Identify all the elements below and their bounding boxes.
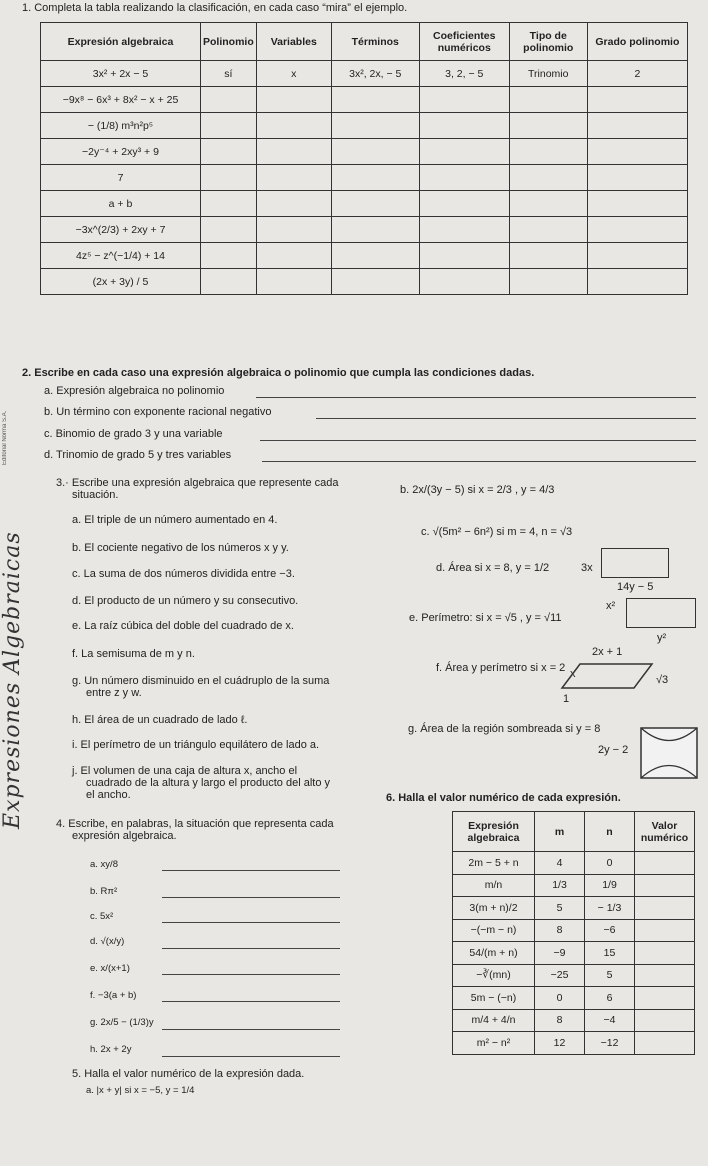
q3-item-j2: cuadrado de la altura y largo el producto del alto y <box>86 777 330 789</box>
value-cell: 3(m + n)/2 <box>453 897 535 920</box>
value-cell: 1/3 <box>535 874 585 897</box>
q3-item-i: i. El perímetro de un triángulo equilátero de lado a. <box>72 739 320 751</box>
table-row <box>453 1009 695 1032</box>
answer-cell[interactable] <box>331 243 419 269</box>
answer-cell[interactable]: 3x², 2x, − 5 <box>331 61 419 87</box>
answer-line[interactable] <box>262 461 696 462</box>
q2-item-a: a. Expresión algebraica no polinomio <box>44 385 225 397</box>
col-header: Expresión algebraica <box>41 23 201 61</box>
answer-line[interactable] <box>162 897 340 898</box>
q3-item-d: d. El producto de un número y su consecutivo. <box>72 595 299 607</box>
expression-cell: − (1/8) m³n²p⁵ <box>41 113 201 139</box>
value-cell: 5 <box>585 964 635 987</box>
answer-cell[interactable]: x <box>256 61 331 87</box>
label-1: 1 <box>563 693 570 705</box>
col-header: Grado polinomio <box>587 23 687 61</box>
answer-cell[interactable] <box>587 87 687 113</box>
answer-cell[interactable] <box>509 165 587 191</box>
table-row <box>41 113 688 139</box>
q3-item-a: a. El triple de un número aumentado en 4. <box>72 514 278 526</box>
answer-cell[interactable] <box>635 964 695 987</box>
value-cell: −12 <box>585 1032 635 1055</box>
q2-item-d: d. Trinomio de grado 5 y tres variables <box>44 449 232 461</box>
answer-cell[interactable] <box>201 191 257 217</box>
answer-line[interactable] <box>162 1056 340 1057</box>
col-header: Polinomio <box>201 23 257 61</box>
answer-cell[interactable] <box>509 139 587 165</box>
value-cell: m² − n² <box>453 1032 535 1055</box>
value-cell: 5m − (−n) <box>453 987 535 1010</box>
value-cell: −4 <box>585 1009 635 1032</box>
answer-cell[interactable] <box>419 191 509 217</box>
q4-item-h: h. 2x + 2y <box>90 1044 132 1055</box>
answer-line[interactable] <box>256 397 696 398</box>
answer-cell[interactable] <box>331 269 419 295</box>
label-x: x <box>570 668 576 680</box>
answer-cell[interactable] <box>635 1032 695 1055</box>
answer-cell[interactable] <box>419 87 509 113</box>
q2-title: 2. Escribe en cada caso una expresión algebraica o polinomio que cumpla las condiciones dadas. <box>22 367 535 379</box>
answer-cell[interactable] <box>256 217 331 243</box>
answer-cell[interactable] <box>419 113 509 139</box>
expression-cell: (2x + 3y) / 5 <box>41 269 201 295</box>
q4-item-c: c. 5x² <box>90 911 114 922</box>
answer-line[interactable] <box>162 1001 340 1002</box>
answer-cell[interactable] <box>587 269 687 295</box>
answer-cell[interactable] <box>635 919 695 942</box>
label-y2: y² <box>657 632 667 644</box>
q6-title: 6. Halla el valor numérico de cada expresión. <box>386 792 621 804</box>
answer-cell[interactable] <box>201 113 257 139</box>
answer-cell[interactable] <box>587 113 687 139</box>
table-row <box>41 139 688 165</box>
q4-item-d: d. √(x/y) <box>90 936 125 947</box>
answer-cell[interactable] <box>509 269 587 295</box>
q3-item-c: c. La suma de dos números dividida entre −3. <box>72 568 295 580</box>
value-cell: −6 <box>585 919 635 942</box>
answer-cell[interactable] <box>635 852 695 875</box>
table-row <box>453 1032 695 1055</box>
value-cell: 8 <box>535 919 585 942</box>
answer-cell[interactable] <box>331 191 419 217</box>
expression-cell: 4z⁵ − z^(−1/4) + 14 <box>41 243 201 269</box>
answer-line[interactable] <box>162 922 340 923</box>
col-header: Variables <box>256 23 331 61</box>
value-cell: 15 <box>585 942 635 965</box>
value-cell: 0 <box>535 987 585 1010</box>
answer-cell[interactable] <box>419 243 509 269</box>
label-2x1: 2x + 1 <box>592 646 623 658</box>
q3-item-g2: entre z y w. <box>86 687 142 699</box>
table-row <box>453 964 695 987</box>
q3-item-j3: el ancho. <box>86 789 131 801</box>
q4-item-f: f. −3(a + b) <box>90 990 137 1001</box>
q3-item-j: j. El volumen de una caja de altura x, ancho el <box>72 765 298 777</box>
answer-cell[interactable] <box>419 217 509 243</box>
answer-cell[interactable] <box>256 191 331 217</box>
value-cell: 54/(m + n) <box>453 942 535 965</box>
answer-cell[interactable] <box>201 87 257 113</box>
answer-cell[interactable] <box>331 217 419 243</box>
answer-cell[interactable] <box>256 139 331 165</box>
q3-right-f: f. Área y perímetro si x = 2 <box>436 662 566 674</box>
value-cell: m/n <box>453 874 535 897</box>
answer-cell[interactable] <box>587 217 687 243</box>
table-row <box>453 919 695 942</box>
label-2y-2: 2y − 2 <box>598 744 629 756</box>
q3-right-d: d. Área si x = 8, y = 1/2 <box>436 562 550 574</box>
label-sqrt3: √3 <box>656 674 669 686</box>
expression-cell: 3x² + 2x − 5 <box>41 61 201 87</box>
q4-title: 4. Escribe, en palabras, la situación que representa cada <box>56 818 334 830</box>
table-row <box>41 191 688 217</box>
answer-line[interactable] <box>162 974 340 975</box>
value-cell: −∛(mn) <box>453 964 535 987</box>
q2-item-b: b. Un término con exponente racional negativo <box>44 406 272 418</box>
expression-cell: 7 <box>41 165 201 191</box>
table-row <box>453 874 695 897</box>
col-header: Expresión algebraica <box>453 812 535 852</box>
value-cell: −9 <box>535 942 585 965</box>
answer-cell[interactable] <box>509 217 587 243</box>
q2-item-c: c. Binomio de grado 3 y una variable <box>44 428 223 440</box>
q4-title2: expresión algebraica. <box>72 830 177 842</box>
q3-right-b: b. 2x/(3y − 5) si x = 2/3 , y = 4/3 <box>400 484 555 496</box>
answer-cell[interactable] <box>201 269 257 295</box>
answer-cell[interactable] <box>635 942 695 965</box>
answer-cell[interactable] <box>256 113 331 139</box>
q5-title: 5. Halla el valor numérico de la expresión dada. <box>72 1068 305 1080</box>
table-row <box>453 942 695 965</box>
q3-item-g: g. Un número disminuido en el cuádruplo de la suma <box>72 675 330 687</box>
label-3x: 3x <box>581 562 593 574</box>
answer-cell[interactable] <box>256 87 331 113</box>
col-header: Términos <box>331 23 419 61</box>
expression-cell: −3x^(2/3) + 2xy + 7 <box>41 217 201 243</box>
answer-cell[interactable] <box>509 191 587 217</box>
expression-cell: −9x⁸ − 6x³ + 8x² − x + 25 <box>41 87 201 113</box>
side-title: Expresiones Algebraicas <box>0 531 25 829</box>
expression-cell: −2y⁻⁴ + 2xy³ + 9 <box>41 139 201 165</box>
answer-line[interactable] <box>162 1029 340 1030</box>
answer-cell[interactable] <box>201 165 257 191</box>
q3-title2: situación. <box>72 489 119 501</box>
table-row <box>453 987 695 1010</box>
q3-right-c: c. √(5m² − 6n²) si m = 4, n = √3 <box>421 526 573 538</box>
table-row <box>41 243 688 269</box>
value-cell: 2m − 5 + n <box>453 852 535 875</box>
table-row <box>41 269 688 295</box>
q5-item-a: a. |x + y| si x = −5, y = 1/4 <box>86 1085 195 1096</box>
q1-title: 1. Completa la tabla realizando la clasificación, en cada caso “mira” el ejemplo. <box>22 2 408 14</box>
table-row <box>41 217 688 243</box>
answer-cell[interactable] <box>587 191 687 217</box>
table-row <box>41 61 688 87</box>
value-cell: 1/9 <box>585 874 635 897</box>
answer-cell[interactable] <box>256 269 331 295</box>
q3-item-e: e. La raíz cúbica del doble del cuadrado de x. <box>72 620 294 632</box>
q3-item-h: h. El área de un cuadrado de lado ℓ. <box>72 714 248 726</box>
value-cell: 12 <box>535 1032 585 1055</box>
answer-cell[interactable] <box>256 243 331 269</box>
table-row <box>453 897 695 920</box>
q3-item-b: b. El cociente negativo de los números x y y. <box>72 542 289 554</box>
answer-cell[interactable]: sí <box>201 61 257 87</box>
answer-cell[interactable] <box>201 139 257 165</box>
q3-item-f: f. La semisuma de m y n. <box>72 648 195 660</box>
col-header: n <box>585 812 635 852</box>
answer-cell[interactable] <box>256 165 331 191</box>
answer-cell[interactable] <box>587 243 687 269</box>
answer-cell[interactable] <box>509 243 587 269</box>
q4-item-g: g. 2x/5 − (1/3)y <box>90 1017 154 1028</box>
answer-cell[interactable] <box>635 874 695 897</box>
answer-cell[interactable] <box>587 139 687 165</box>
expression-cell: a + b <box>41 191 201 217</box>
answer-cell[interactable] <box>509 113 587 139</box>
answer-cell[interactable]: Trinomio <box>509 61 587 87</box>
answer-cell[interactable] <box>331 87 419 113</box>
answer-line[interactable] <box>162 870 340 871</box>
q4-item-b: b. Rπ² <box>90 886 118 897</box>
col-header: Valor numérico <box>635 812 695 852</box>
answer-line[interactable] <box>316 418 696 419</box>
q3-title: 3.· Escribe una expresión algebraica que represente cada <box>56 477 339 489</box>
answer-cell[interactable] <box>419 269 509 295</box>
answer-cell[interactable] <box>635 897 695 920</box>
q3-right-g: g. Área de la región sombreada si y = 8 <box>408 723 601 735</box>
answer-line[interactable] <box>260 440 696 441</box>
answer-cell[interactable] <box>331 113 419 139</box>
rectangle-figure <box>601 548 669 578</box>
answer-cell[interactable] <box>201 217 257 243</box>
table-row <box>41 165 688 191</box>
value-cell: m/4 + 4/n <box>453 1009 535 1032</box>
parallelogram-figure <box>558 662 654 690</box>
label-14y-5: 14y − 5 <box>617 581 654 593</box>
answer-cell[interactable] <box>587 165 687 191</box>
value-cell: 8 <box>535 1009 585 1032</box>
answer-cell[interactable] <box>201 243 257 269</box>
value-cell: −25 <box>535 964 585 987</box>
col-header: m <box>535 812 585 852</box>
value-cell: − 1/3 <box>585 897 635 920</box>
answer-cell[interactable] <box>509 87 587 113</box>
classification-table <box>40 22 688 295</box>
value-cell: −(−m − n) <box>453 919 535 942</box>
numeric-value-table <box>452 811 695 1055</box>
answer-cell[interactable] <box>419 139 509 165</box>
q4-item-a: a. xy/8 <box>90 859 118 870</box>
table-row <box>453 852 695 875</box>
q4-item-e: e. x/(x+1) <box>90 963 130 974</box>
answer-cell[interactable]: 3, 2, − 5 <box>419 61 509 87</box>
answer-cell[interactable] <box>331 165 419 191</box>
q3-right-e: e. Perímetro: si x = √5 , y = √11 <box>409 612 562 624</box>
col-header: Tipo de polinomio <box>509 23 587 61</box>
answer-cell[interactable]: 2 <box>587 61 687 87</box>
answer-cell[interactable] <box>419 165 509 191</box>
table-row <box>41 87 688 113</box>
value-cell: 6 <box>585 987 635 1010</box>
answer-cell[interactable] <box>635 1009 695 1032</box>
answer-line[interactable] <box>162 948 340 949</box>
answer-cell[interactable] <box>331 139 419 165</box>
value-cell: 0 <box>585 852 635 875</box>
col-header: Coeficientes numéricos <box>419 23 509 61</box>
shaded-region-figure <box>640 727 698 779</box>
rectangle-figure <box>626 598 696 628</box>
publisher-mark: Editorial Norma S.A. <box>2 410 8 465</box>
value-cell: 4 <box>535 852 585 875</box>
value-cell: 5 <box>535 897 585 920</box>
label-x2: x² <box>606 600 616 612</box>
answer-cell[interactable] <box>635 987 695 1010</box>
